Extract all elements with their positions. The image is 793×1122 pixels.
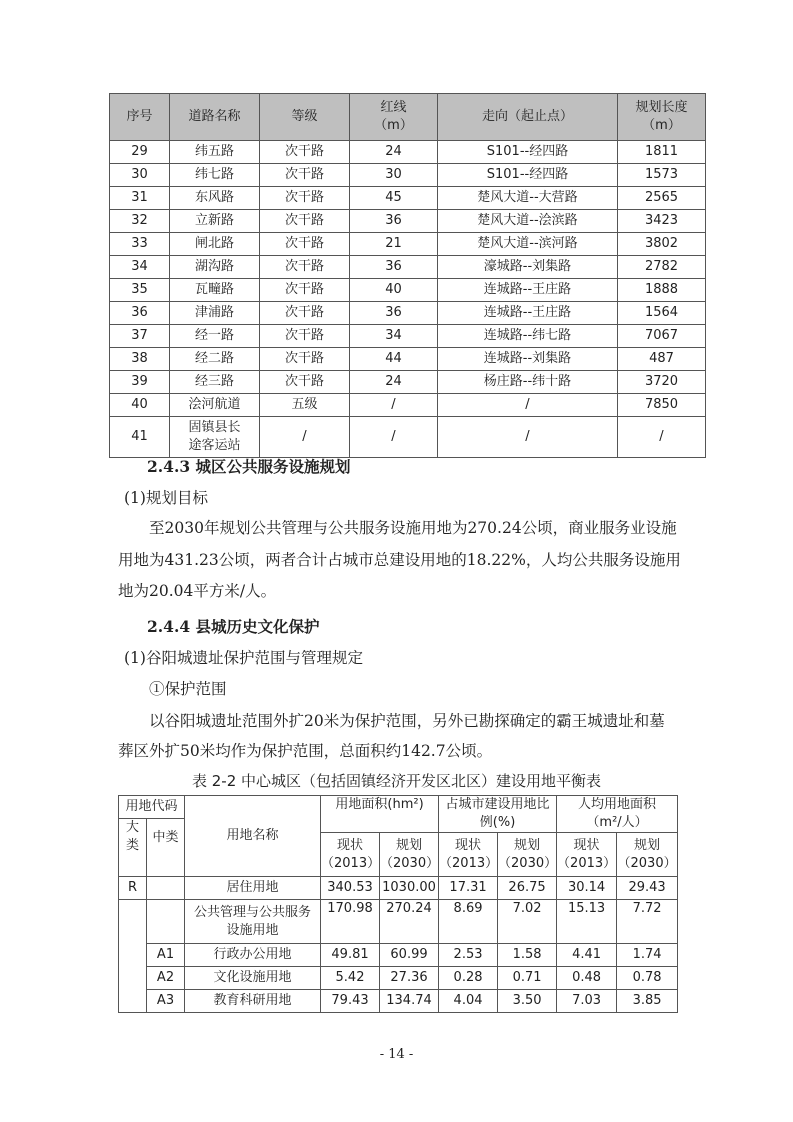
header-now-line2: （2013） <box>439 855 499 871</box>
header-plan-line2: （2030） <box>380 855 440 871</box>
cell-minor: A3 <box>147 990 185 1013</box>
table-row <box>110 141 706 164</box>
cell-no: 41 <box>110 417 170 458</box>
table-row <box>110 210 706 233</box>
header-redline-unit: （m） <box>374 118 413 133</box>
cell-redline: 45 <box>350 187 438 210</box>
cell-redline: 36 <box>350 210 438 233</box>
page-number: - 14 - <box>379 1047 414 1062</box>
cell-redline: 34 <box>350 325 438 348</box>
cell-grade: 次干路 <box>260 233 350 256</box>
cell-redline: 24 <box>350 371 438 394</box>
header-length <box>618 94 706 141</box>
cell-direction: 连城路--王庄路 <box>438 302 618 325</box>
cell-length: 7067 <box>618 325 706 348</box>
cell-road-name: 瓦疃路 <box>170 279 260 302</box>
cell-no: 30 <box>110 164 170 187</box>
cell-redline: / <box>350 417 438 458</box>
cell-redline: 44 <box>350 348 438 371</box>
cell-road-name-line1: 固镇县长 <box>188 420 241 435</box>
header-plan-line2: （2030） <box>617 855 677 871</box>
cell-grade: 次干路 <box>260 348 350 371</box>
section-heading-243: 2.4.3 城区公共服务设施规划 <box>147 457 351 476</box>
table-row <box>119 944 678 967</box>
cell-length: 3802 <box>618 233 706 256</box>
cell-grade: 次干路 <box>260 164 350 187</box>
header-major-line2: 类 <box>125 838 139 853</box>
cell-direction: / <box>438 394 618 417</box>
header-now-line2: （2013） <box>321 855 381 871</box>
header-ratio-line1: 占城市建设用地比 <box>445 797 550 812</box>
cell-length: 7850 <box>618 394 706 417</box>
cell-road-name-line2: 途客运站 <box>188 438 241 453</box>
cell-redline: 40 <box>350 279 438 302</box>
table-caption: 表 2-2 中心城区（包括固镇经济开发区北区）建设用地平衡表 <box>191 772 602 790</box>
cell-grade: 次干路 <box>260 210 350 233</box>
header-major-class <box>119 819 147 877</box>
cell-redline: 21 <box>350 233 438 256</box>
cell-no: 33 <box>110 233 170 256</box>
cell-direction: 楚风大道--浍滨路 <box>438 210 618 233</box>
header-now <box>557 833 617 877</box>
cell-redline: 24 <box>350 141 438 164</box>
header-ratio <box>439 796 557 833</box>
land-balance-table <box>118 795 678 1013</box>
cell-road-name <box>170 417 260 458</box>
cell-redline: 36 <box>350 302 438 325</box>
header-ratio-line2: 例(%) <box>479 815 516 830</box>
cell-value: 134.74 <box>380 990 439 1013</box>
cell-value: 60.99 <box>380 944 439 967</box>
header-road-name: 道路名称 <box>170 94 260 141</box>
cell-value: 1.74 <box>617 944 678 967</box>
cell-road-name: 立新路 <box>170 210 260 233</box>
header-now-line1: 现状 <box>573 837 600 853</box>
cell-value: 7.72 <box>617 900 678 944</box>
cell-value: 0.78 <box>617 967 678 990</box>
table-row <box>110 394 706 417</box>
paragraph-line: 至2030年规划公共管理与公共服务设施用地为270.24公顷，商业服务业设施 <box>149 519 677 537</box>
cell-grade: 次干路 <box>260 256 350 279</box>
cell-direction: 楚风大道--大营路 <box>438 187 618 210</box>
cell-direction: S101--经四路 <box>438 141 618 164</box>
cell-road-name: 经二路 <box>170 348 260 371</box>
table-row <box>110 164 706 187</box>
cell-grade: 次干路 <box>260 141 350 164</box>
cell-road-name: 经一路 <box>170 325 260 348</box>
cell-length: 1564 <box>618 302 706 325</box>
header-direction: 走向（起止点） <box>438 94 618 141</box>
cell-length: 3720 <box>618 371 706 394</box>
cell-land-name-line1: 公共管理与公共服务 <box>194 904 312 920</box>
cell-length: 487 <box>618 348 706 371</box>
cell-major: R <box>119 877 147 900</box>
cell-major <box>119 900 147 1013</box>
cell-redline: 36 <box>350 256 438 279</box>
table-row <box>119 990 678 1013</box>
cell-value: 4.04 <box>439 990 498 1013</box>
cell-no: 34 <box>110 256 170 279</box>
cell-direction: 连城路--刘集路 <box>438 348 618 371</box>
cell-value: 270.24 <box>380 900 439 944</box>
cell-minor: A1 <box>147 944 185 967</box>
cell-grade: 次干路 <box>260 187 350 210</box>
cell-value: 0.28 <box>439 967 498 990</box>
table-row <box>110 302 706 325</box>
cell-value: 5.42 <box>321 967 380 990</box>
cell-no: 37 <box>110 325 170 348</box>
cell-value: 1030.00 <box>380 877 439 900</box>
cell-no: 36 <box>110 302 170 325</box>
table-row <box>110 279 706 302</box>
header-length-unit: （m） <box>642 118 681 133</box>
cell-no: 40 <box>110 394 170 417</box>
cell-value: 17.31 <box>439 877 498 900</box>
header-per-capita-line2: （m²/人） <box>586 815 648 830</box>
cell-direction: S101--经四路 <box>438 164 618 187</box>
section-sub2-244: ①保护范围 <box>149 680 227 698</box>
header-grade: 等级 <box>260 94 350 141</box>
section-sub-244: (1)谷阳城遗址保护范围与管理规定 <box>124 649 363 667</box>
header-redline-label: 红线 <box>380 100 407 115</box>
cell-length: 1811 <box>618 141 706 164</box>
cell-road-name: 纬七路 <box>170 164 260 187</box>
header-plan <box>617 833 678 877</box>
cell-length: 3423 <box>618 210 706 233</box>
table-row <box>110 417 706 458</box>
cell-grade: 次干路 <box>260 302 350 325</box>
header-plan <box>498 833 557 877</box>
table-header-row <box>110 94 706 141</box>
table-header-row <box>119 796 678 819</box>
cell-no: 29 <box>110 141 170 164</box>
section-heading-244: 2.4.4 县城历史文化保护 <box>147 617 320 636</box>
header-plan <box>380 833 439 877</box>
cell-direction: 连城路--纬七路 <box>438 325 618 348</box>
header-plan-line1: 规划 <box>514 837 541 853</box>
cell-direction: 连城路--王庄路 <box>438 279 618 302</box>
cell-land-name: 行政办公用地 <box>185 944 321 967</box>
table-row <box>119 900 678 944</box>
cell-value: 30.14 <box>557 877 617 900</box>
cell-length: 1888 <box>618 279 706 302</box>
header-land-name: 用地名称 <box>185 796 321 877</box>
header-redline <box>350 94 438 141</box>
cell-road-name: 浍河航道 <box>170 394 260 417</box>
cell-no: 32 <box>110 210 170 233</box>
table-row <box>110 233 706 256</box>
cell-length: 2565 <box>618 187 706 210</box>
cell-value: 79.43 <box>321 990 380 1013</box>
cell-minor <box>147 900 185 944</box>
cell-no: 38 <box>110 348 170 371</box>
table-row <box>110 348 706 371</box>
cell-value: 29.43 <box>617 877 678 900</box>
cell-grade: 次干路 <box>260 371 350 394</box>
cell-value: 3.50 <box>498 990 557 1013</box>
header-plan-line1: 规划 <box>396 837 423 853</box>
cell-no: 39 <box>110 371 170 394</box>
cell-road-name: 津浦路 <box>170 302 260 325</box>
table-row <box>119 967 678 990</box>
cell-road-name: 闸北路 <box>170 233 260 256</box>
cell-no: 31 <box>110 187 170 210</box>
paragraph-line: 以谷阳城遗址范围外扩20米为保护范围，另外已勘探确定的霸王城遗址和墓 <box>149 712 665 730</box>
cell-land-name: 文化设施用地 <box>185 967 321 990</box>
paragraph-line: 用地为431.23公顷，两者合计占城市总建设用地的18.22%，人均公共服务设施用 <box>118 551 681 569</box>
cell-road-name: 纬五路 <box>170 141 260 164</box>
table-row <box>110 371 706 394</box>
cell-direction: 濠城路--刘集路 <box>438 256 618 279</box>
header-no: 序号 <box>110 94 170 141</box>
cell-grade: 次干路 <box>260 325 350 348</box>
table-row <box>119 877 678 900</box>
cell-value: 7.02 <box>498 900 557 944</box>
road-planning-table <box>109 93 706 458</box>
section-sub-243: (1)规划目标 <box>124 489 208 507</box>
cell-value: 49.81 <box>321 944 380 967</box>
road-table-body <box>110 141 706 458</box>
cell-redline: 30 <box>350 164 438 187</box>
cell-road-name: 经三路 <box>170 371 260 394</box>
header-plan-line2: （2030） <box>498 855 558 871</box>
cell-direction: / <box>438 417 618 458</box>
cell-land-name <box>185 900 321 944</box>
header-major-line1: 大 <box>125 820 139 835</box>
table-row <box>110 187 706 210</box>
header-per-capita-line1: 人均用地面积 <box>578 797 657 812</box>
cell-value: 26.75 <box>498 877 557 900</box>
cell-value: 15.13 <box>557 900 617 944</box>
header-now-line1: 现状 <box>337 837 364 853</box>
cell-minor: A2 <box>147 967 185 990</box>
cell-direction: 楚风大道--滨河路 <box>438 233 618 256</box>
cell-value: 0.71 <box>498 967 557 990</box>
cell-length: 2782 <box>618 256 706 279</box>
cell-grade: / <box>260 417 350 458</box>
cell-value: 8.69 <box>439 900 498 944</box>
header-length-label: 规划长度 <box>635 100 688 115</box>
cell-land-name: 居住用地 <box>185 877 321 900</box>
header-now-line2: （2013） <box>557 855 617 871</box>
cell-land-name-line2: 设施用地 <box>226 922 279 938</box>
cell-value: 3.85 <box>617 990 678 1013</box>
cell-land-name: 教育科研用地 <box>185 990 321 1013</box>
cell-value: 7.03 <box>557 990 617 1013</box>
cell-minor <box>147 877 185 900</box>
header-plan-line1: 规划 <box>634 837 661 853</box>
cell-length: 1573 <box>618 164 706 187</box>
cell-value: 340.53 <box>321 877 380 900</box>
header-minor-class: 中类 <box>147 819 185 877</box>
cell-redline: / <box>350 394 438 417</box>
cell-value: 4.41 <box>557 944 617 967</box>
cell-value: 27.36 <box>380 967 439 990</box>
table-row <box>110 325 706 348</box>
cell-road-name: 湖沟路 <box>170 256 260 279</box>
paragraph-line: 葬区外扩50米均作为保护范围，总面积约142.7公顷。 <box>118 742 493 760</box>
header-now <box>321 833 380 877</box>
cell-road-name: 东风路 <box>170 187 260 210</box>
table-row <box>110 256 706 279</box>
cell-value: 2.53 <box>439 944 498 967</box>
cell-no: 35 <box>110 279 170 302</box>
paragraph-line: 地为20.04平方米/人。 <box>118 582 277 600</box>
header-now <box>439 833 498 877</box>
header-per-capita <box>557 796 678 833</box>
cell-value: 1.58 <box>498 944 557 967</box>
header-now-line1: 现状 <box>455 837 482 853</box>
header-land-code: 用地代码 <box>119 796 185 819</box>
cell-grade: 次干路 <box>260 279 350 302</box>
cell-direction: 杨庄路--纬十路 <box>438 371 618 394</box>
cell-length: / <box>618 417 706 458</box>
cell-grade: 五级 <box>260 394 350 417</box>
cell-value: 0.48 <box>557 967 617 990</box>
cell-value: 170.98 <box>321 900 380 944</box>
header-area: 用地面积(hm²) <box>321 796 439 833</box>
